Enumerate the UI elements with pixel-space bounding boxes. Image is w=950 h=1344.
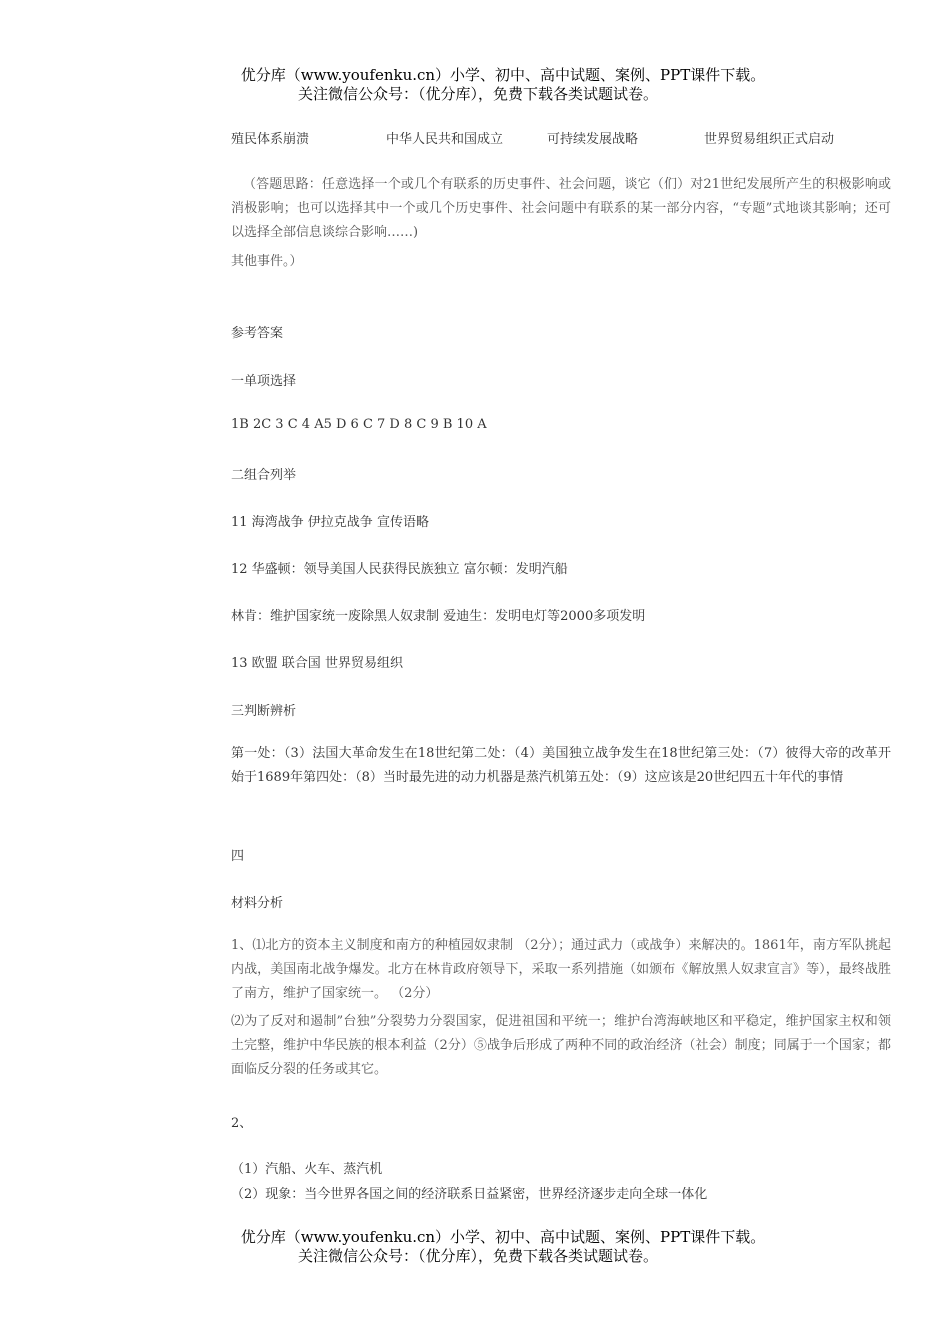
answer-q11: 11 海湾战争 伊拉克战争 宣传语略 [231, 515, 429, 530]
section-1-title: 一单项选择 [231, 374, 297, 389]
event-item: 殖民体系崩溃 [231, 132, 310, 147]
event-item: 中华人民共和国成立 [386, 132, 504, 147]
section-3-title: 三判断辨析 [231, 704, 297, 719]
answer-q12: 12 华盛顿：领导美国人民获得民族独立 富尔顿：发明汽船 [231, 562, 568, 577]
answer-q13: 13 欧盟 联合国 世界贸易组织 [231, 656, 403, 671]
answer-hint: （答题思路：任意选择一个或几个有联系的历史事件、社会问题，谈它（们）对21世纪发展所产生的积极影响或消极影响；也可以选择其中一个或几个历史事件、社会问题中有联系的某一部分内容，“专题”式地谈其影响；还可以选择全部信息谈综合影响……) [231, 177, 891, 240]
material-2-title: 2、 [231, 1116, 253, 1131]
header-line-2: 关注微信公众号：（优分库），免费下载各类试题试卷。 [297, 85, 658, 103]
section-3-text: 第一处：（3）法国大革命发生在18世纪第二处：（4）美国独立战争发生在18世纪第三处：（7）彼得大帝的改革开始于1689年第四处：（8）当时最先进的动力机器是蒸汽机第五处：（9）这应该是20世纪四五十年代的事情 [231, 746, 891, 785]
section-4-title: 四 [231, 849, 245, 864]
event-item: 世界贸易组织正式启动 [704, 132, 835, 147]
event-item: 可持续发展战略 [547, 132, 639, 147]
material-2-q2: （2）现象：当今世界各国之间的经济联系日益紧密，世界经济逐步走向全球一体化 [231, 1187, 708, 1202]
answers-title: 参考答案 [231, 326, 284, 341]
material-1-text: 1、⑴北方的资本主义制度和南方的种植园奴隶制 （2分）；通过武力（或战争）来解决的。1861年，南方军队挑起内战，美国南北战争爆发。北方在林肯政府领导下，采取一系列措施（如颁布《解放黑人奴隶宣言》等），最终战胜了南方，维护了国家统一。 （2分） [231, 938, 891, 1001]
footer-line-1: 优分库（www.youfenku.cn）小学、初中、高中试题、案例、PPT课件下载。 [240, 1228, 766, 1246]
footer-line-2: 关注微信公众号：（优分库），免费下载各类试题试卷。 [297, 1247, 658, 1265]
answer-q12-continued: 林肯：维护国家统一废除黑人奴隶制 爱迪生：发明电灯等2000多项发明 [231, 609, 646, 624]
material-1-text-2: ⑵为了反对和遏制”台独”分裂势力分裂国家，促进祖国和平统一；维护台湾海峡地区和平稳定，维护国家主权和领土完整，维护中华民族的根本利益（2分）⑤战争后形成了两种不同的政治经济（社会）制度；同属于一个国家；都面临反分裂的任务或其它。 [231, 1014, 891, 1077]
section-4-subtitle: 材料分析 [231, 896, 284, 911]
section-2-title: 二组合列举 [231, 468, 297, 483]
material-2-q1: （1）汽船、火车、蒸汽机 [231, 1162, 383, 1177]
header-line-1: 优分库（www.youfenku.cn）小学、初中、高中试题、案例、PPT课件下载。 [240, 66, 766, 84]
page-header [0, 66, 950, 104]
answer-hint-tail: 其他事件。） [231, 254, 303, 269]
section-1-answers: 1B 2C 3 C 4 A5 D 6 C 7 D 8 C 9 B 10 A [231, 417, 487, 432]
page-footer [0, 1228, 950, 1266]
